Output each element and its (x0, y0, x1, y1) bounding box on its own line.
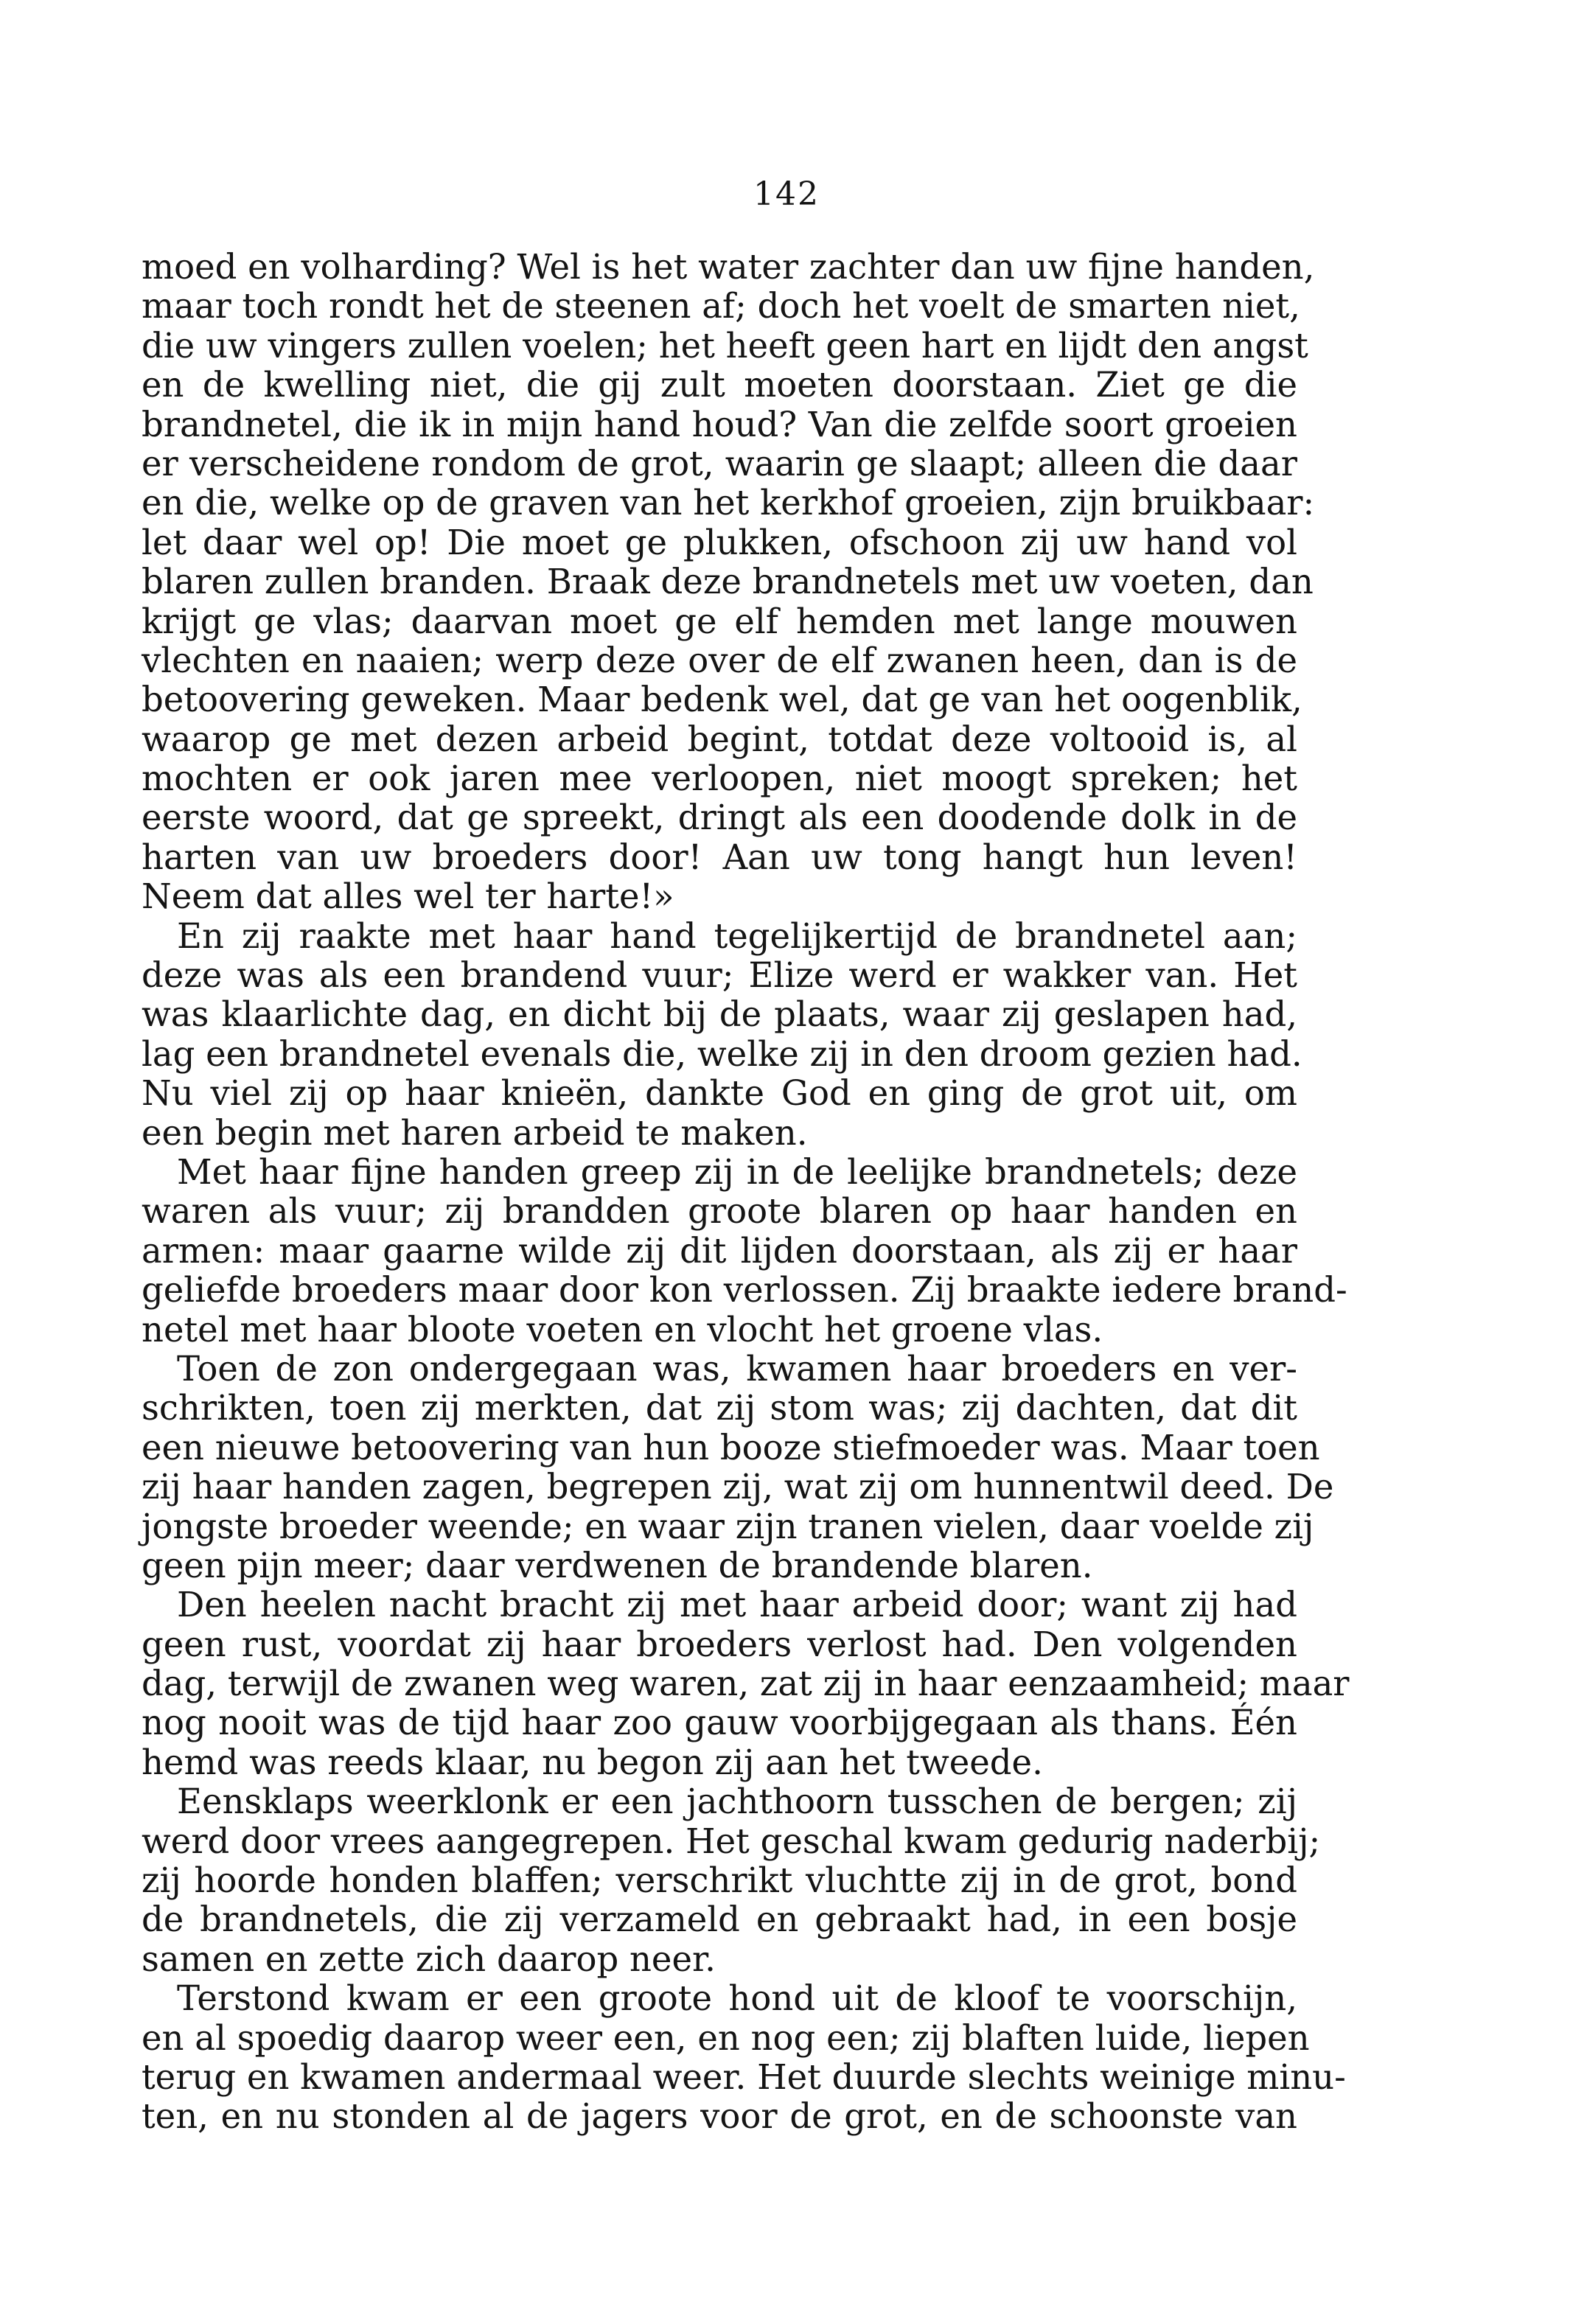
text-line: zij hoorde honden blaffen; verschrikt vluchtte zij in de grot, bond (142, 1860, 1297, 1901)
text-line: en al spoedig daarop weer een, en nog een; zij blaften luide, liepen (142, 2017, 1310, 2058)
text-line: En zij raakte met haar hand tegelijkertijd de brandnetel aan; (177, 915, 1297, 956)
text-line: moed en volharding? Wel is het water zachter dan uw fijne handen, (142, 247, 1315, 287)
text-line: brandnetel, die ik in mijn hand houd? Van die zelfde soort groeien (142, 404, 1297, 444)
page-number: 142 (753, 175, 820, 213)
text-line: Neem dat alles wel ter harte!» (142, 876, 674, 917)
text-line: en die, welke op de graven van het kerkhof groeien, zijn bruikbaar: (142, 483, 1315, 523)
text-line: een begin met haren arbeid te maken. (142, 1112, 808, 1153)
text-line: let daar wel op! Die moet ge plukken, ofschoon zij uw hand vol (142, 522, 1297, 562)
text-line: Den heelen nacht bracht zij met haar arbeid door; want zij had (177, 1585, 1297, 1625)
text-line: schrikten, toen zij merkten, dat zij stom was; zij dachten, dat dit (142, 1388, 1297, 1428)
text-line: maar toch rondt het de steenen af; doch het voelt de smarten niet, (142, 286, 1300, 327)
text-line: samen en zette zich daarop neer. (142, 1939, 716, 1979)
text-line: waarop ge met dezen arbeid begint, totdat deze voltooid is, al (142, 719, 1297, 759)
text-line: zij haar handen zagen, begrepen zij, wat zij om hunnentwil deed. De (142, 1467, 1334, 1507)
text-line: mochten er ook jaren mee verloopen, niet moogt spreken; het (142, 758, 1297, 799)
text-line: waren als vuur; zij brandden groote blaren op haar handen en (142, 1191, 1297, 1232)
text-line: betoovering geweken. Maar bedenk wel, dat ge van het oogenblik, (142, 680, 1302, 720)
text-line: was klaarlichte dag, en dicht bij de plaats, waar zij geslapen had, (142, 994, 1297, 1035)
text-line: geen pijn meer; daar verdwenen de brandende blaren. (142, 1545, 1093, 1585)
text-line: geliefde broeders maar door kon verlossen. Zij braakte iedere brand- (142, 1270, 1347, 1311)
text-line: krijgt ge vlas; daarvan moet ge elf hemden met lange mouwen (142, 601, 1297, 641)
text-line: ten, en nu stonden al de jagers voor de grot, en de schoonste van (142, 2096, 1297, 2137)
text-line: terug en kwamen andermaal weer. Het duurde slechts weinige minu- (142, 2056, 1346, 2097)
text-line: eerste woord, dat ge spreekt, dringt als een doodende dolk in de (142, 798, 1297, 838)
text-line: de brandnetels, die zij verzameld en gebraakt had, in een bosje (142, 1899, 1297, 1940)
text-line: Eensklaps weerklonk er een jachthoorn tusschen de bergen; zij (177, 1782, 1297, 1822)
text-line: netel met haar bloote voeten en vlocht het groene vlas. (142, 1309, 1103, 1350)
text-line: vlechten en naaien; werp deze over de elf zwanen heen, dan is de (142, 640, 1297, 680)
text-line: Nu viel zij op haar knieën, dankte God en ging de grot uit, om (142, 1073, 1297, 1114)
text-line: een nieuwe betoovering van hun booze stiefmoeder was. Maar toen (142, 1427, 1320, 1468)
text-line: Toen de zon ondergegaan was, kwamen haar broeders en ver- (177, 1348, 1297, 1389)
text-line: en de kwelling niet, die gij zult moeten doorstaan. Ziet ge die (142, 365, 1297, 405)
text-line: lag een brandnetel evenals die, welke zij in den droom gezien had. (142, 1033, 1302, 1074)
text-line: nog nooit was de tijd haar zoo gauw voorbijgegaan als thans. Één (142, 1703, 1297, 1743)
text-line: armen: maar gaarne wilde zij dit lijden doorstaan, als zij er haar (142, 1230, 1297, 1271)
text-line: er verscheidene rondom de grot, waarin ge slaapt; alleen die daar (142, 443, 1297, 484)
text-line: Terstond kwam er een groote hond uit de kloof te voorschijn, (177, 1978, 1297, 2019)
text-line: werd door vrees aangegrepen. Het geschal kwam gedurig naderbij; (142, 1821, 1321, 1861)
text-line: deze was als een brandend vuur; Elize werd er wakker van. Het (142, 955, 1297, 996)
text-line: jongste broeder weende; en waar zijn tranen vielen, daar voelde zij (142, 1506, 1314, 1546)
text-line: dag, terwijl de zwanen weg waren, zat zij in haar eenzaamheid; maar (142, 1664, 1350, 1704)
text-line: hemd was reeds klaar, nu begon zij aan het tweede. (142, 1742, 1043, 1782)
text-line: Met haar fijne handen greep zij in de leelijke brandnetels; deze (177, 1151, 1297, 1192)
text-line: geen rust, voordat zij haar broeders verlost had. Den volgenden (142, 1624, 1297, 1664)
body-text (142, 247, 1350, 2137)
text-line: harten van uw broeders door! Aan uw tong hangt hun leven! (142, 837, 1297, 877)
text-line: die uw vingers zullen voelen; het heeft geen hart en lijdt den angst (142, 325, 1308, 366)
text-line: blaren zullen branden. Braak deze brandnetels met uw voeten, dan (142, 562, 1314, 602)
